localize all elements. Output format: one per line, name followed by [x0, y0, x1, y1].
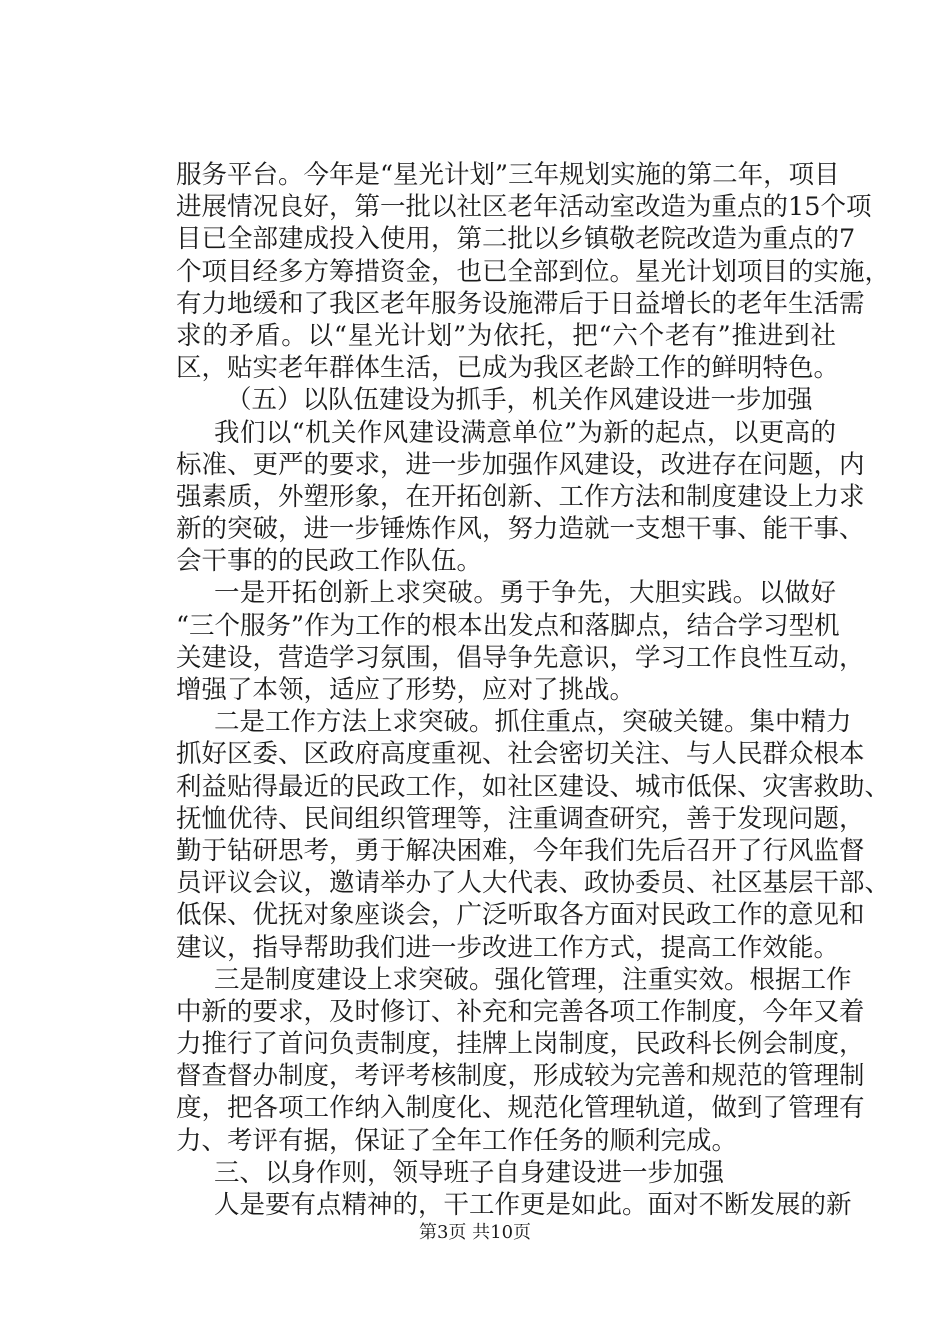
text-line: 会干事的的民政工作队伍。: [176, 546, 483, 577]
text-line: 人是要有点精神的，干工作更是如此。面对不断发展的新: [214, 1190, 852, 1220]
text-line: 一是开拓创新上求突破。勇于争先，大胆实践。以做好: [214, 578, 836, 609]
text-line: 勤于钻研思考，勇于解决困难，今年我们先后召开了行风监督: [176, 835, 865, 866]
text-line: 中新的要求，及时修订、补充和完善各项工作制度，今年又着: [176, 996, 865, 1027]
text-line: “三个服务”作为工作的根本出发点和落脚点，结合学习型机: [176, 610, 840, 641]
text-line: 二是工作方法上求突破。抓住重点，突破关键。集中精力: [214, 707, 852, 738]
body-text: [176, 159, 891, 1221]
text-line: 力、考评有据，保证了全年工作任务的顺利完成。: [176, 1125, 738, 1156]
text-line: 有力地缓和了我区老年服务设施滞后于日益增长的老年生活需: [176, 288, 865, 319]
text-line: 抚恤优待、民间组织管理等，注重调查研究，善于发现问题，: [176, 803, 865, 834]
text-line: 度，把各项工作纳入制度化、规范化管理轨道，做到了管理有: [176, 1093, 865, 1124]
text-line: 服务平台。今年是“星光计划”三年规划实施的第二年，项目: [176, 160, 840, 190]
text-line: 利益贴得最近的民政工作，如社区建设、城市低保、灾害救助、: [176, 771, 891, 802]
text-line: 标准、更严的要求，进一步加强作风建设，改进存在问题，内: [176, 449, 865, 480]
page-footer: [0, 1218, 950, 1244]
text-line: 关建设，营造学习氛围，倡导争先意识，学习工作良性互动，: [176, 642, 865, 673]
text-line: 三是制度建设上求突破。强化管理，注重实效。根据工作: [214, 964, 852, 995]
text-line: 督查督办制度，考评考核制度，形成较为完善和规范的管理制: [176, 1061, 865, 1092]
text-line: 我们以“机关作风建设满意单位”为新的起点，以更高的: [214, 417, 836, 448]
text-line: 求的矛盾。以“星光计划”为依托，把“六个老有”推进到社: [176, 320, 836, 351]
text-line: 新的突破，进一步锤炼作风，努力造就一支想干事、能干事、: [176, 514, 865, 545]
text-line: 低保、优抚对象座谈会，广泛听取各方面对民政工作的意见和: [176, 900, 865, 931]
page-number-label: 第3页 共10页: [418, 1222, 532, 1243]
section-heading: （五）以队伍建设为抓手，机关作风建设进一步加强: [226, 385, 813, 416]
text-line: 强素质，外塑形象，在开拓创新、工作方法和制度建设上力求: [176, 481, 865, 512]
text-line: 区，贴实老年群体生活，已成为我区老龄工作的鲜明特色。: [176, 353, 840, 384]
text-line: 力推行了首问负责制度，挂牌上岗制度，民政科长例会制度，: [176, 1029, 865, 1060]
text-line: 个项目经多方筹措资金，也已全部到位。星光计划项目的实施，: [176, 256, 891, 287]
text-line: 建议，指导帮助我们进一步改进工作方式，提高工作效能。: [176, 932, 840, 963]
text-line: 员评议会议，邀请举办了人大代表、政协委员、社区基层干部、: [176, 868, 891, 899]
section-heading: 三、以身作则，领导班子自身建设进一步加强: [214, 1157, 725, 1188]
text-line: 目已全部建成投入使用，第二批以乡镇敬老院改造为重点的7: [176, 224, 856, 255]
text-line: 增强了本领，适应了形势，应对了挑战。: [176, 675, 636, 705]
text-line: 抓好区委、区政府高度重视、社会密切关注、与人民群众根本: [176, 739, 865, 770]
text-line: 进展情况良好，第一批以社区老年活动室改造为重点的15个项: [176, 192, 872, 223]
